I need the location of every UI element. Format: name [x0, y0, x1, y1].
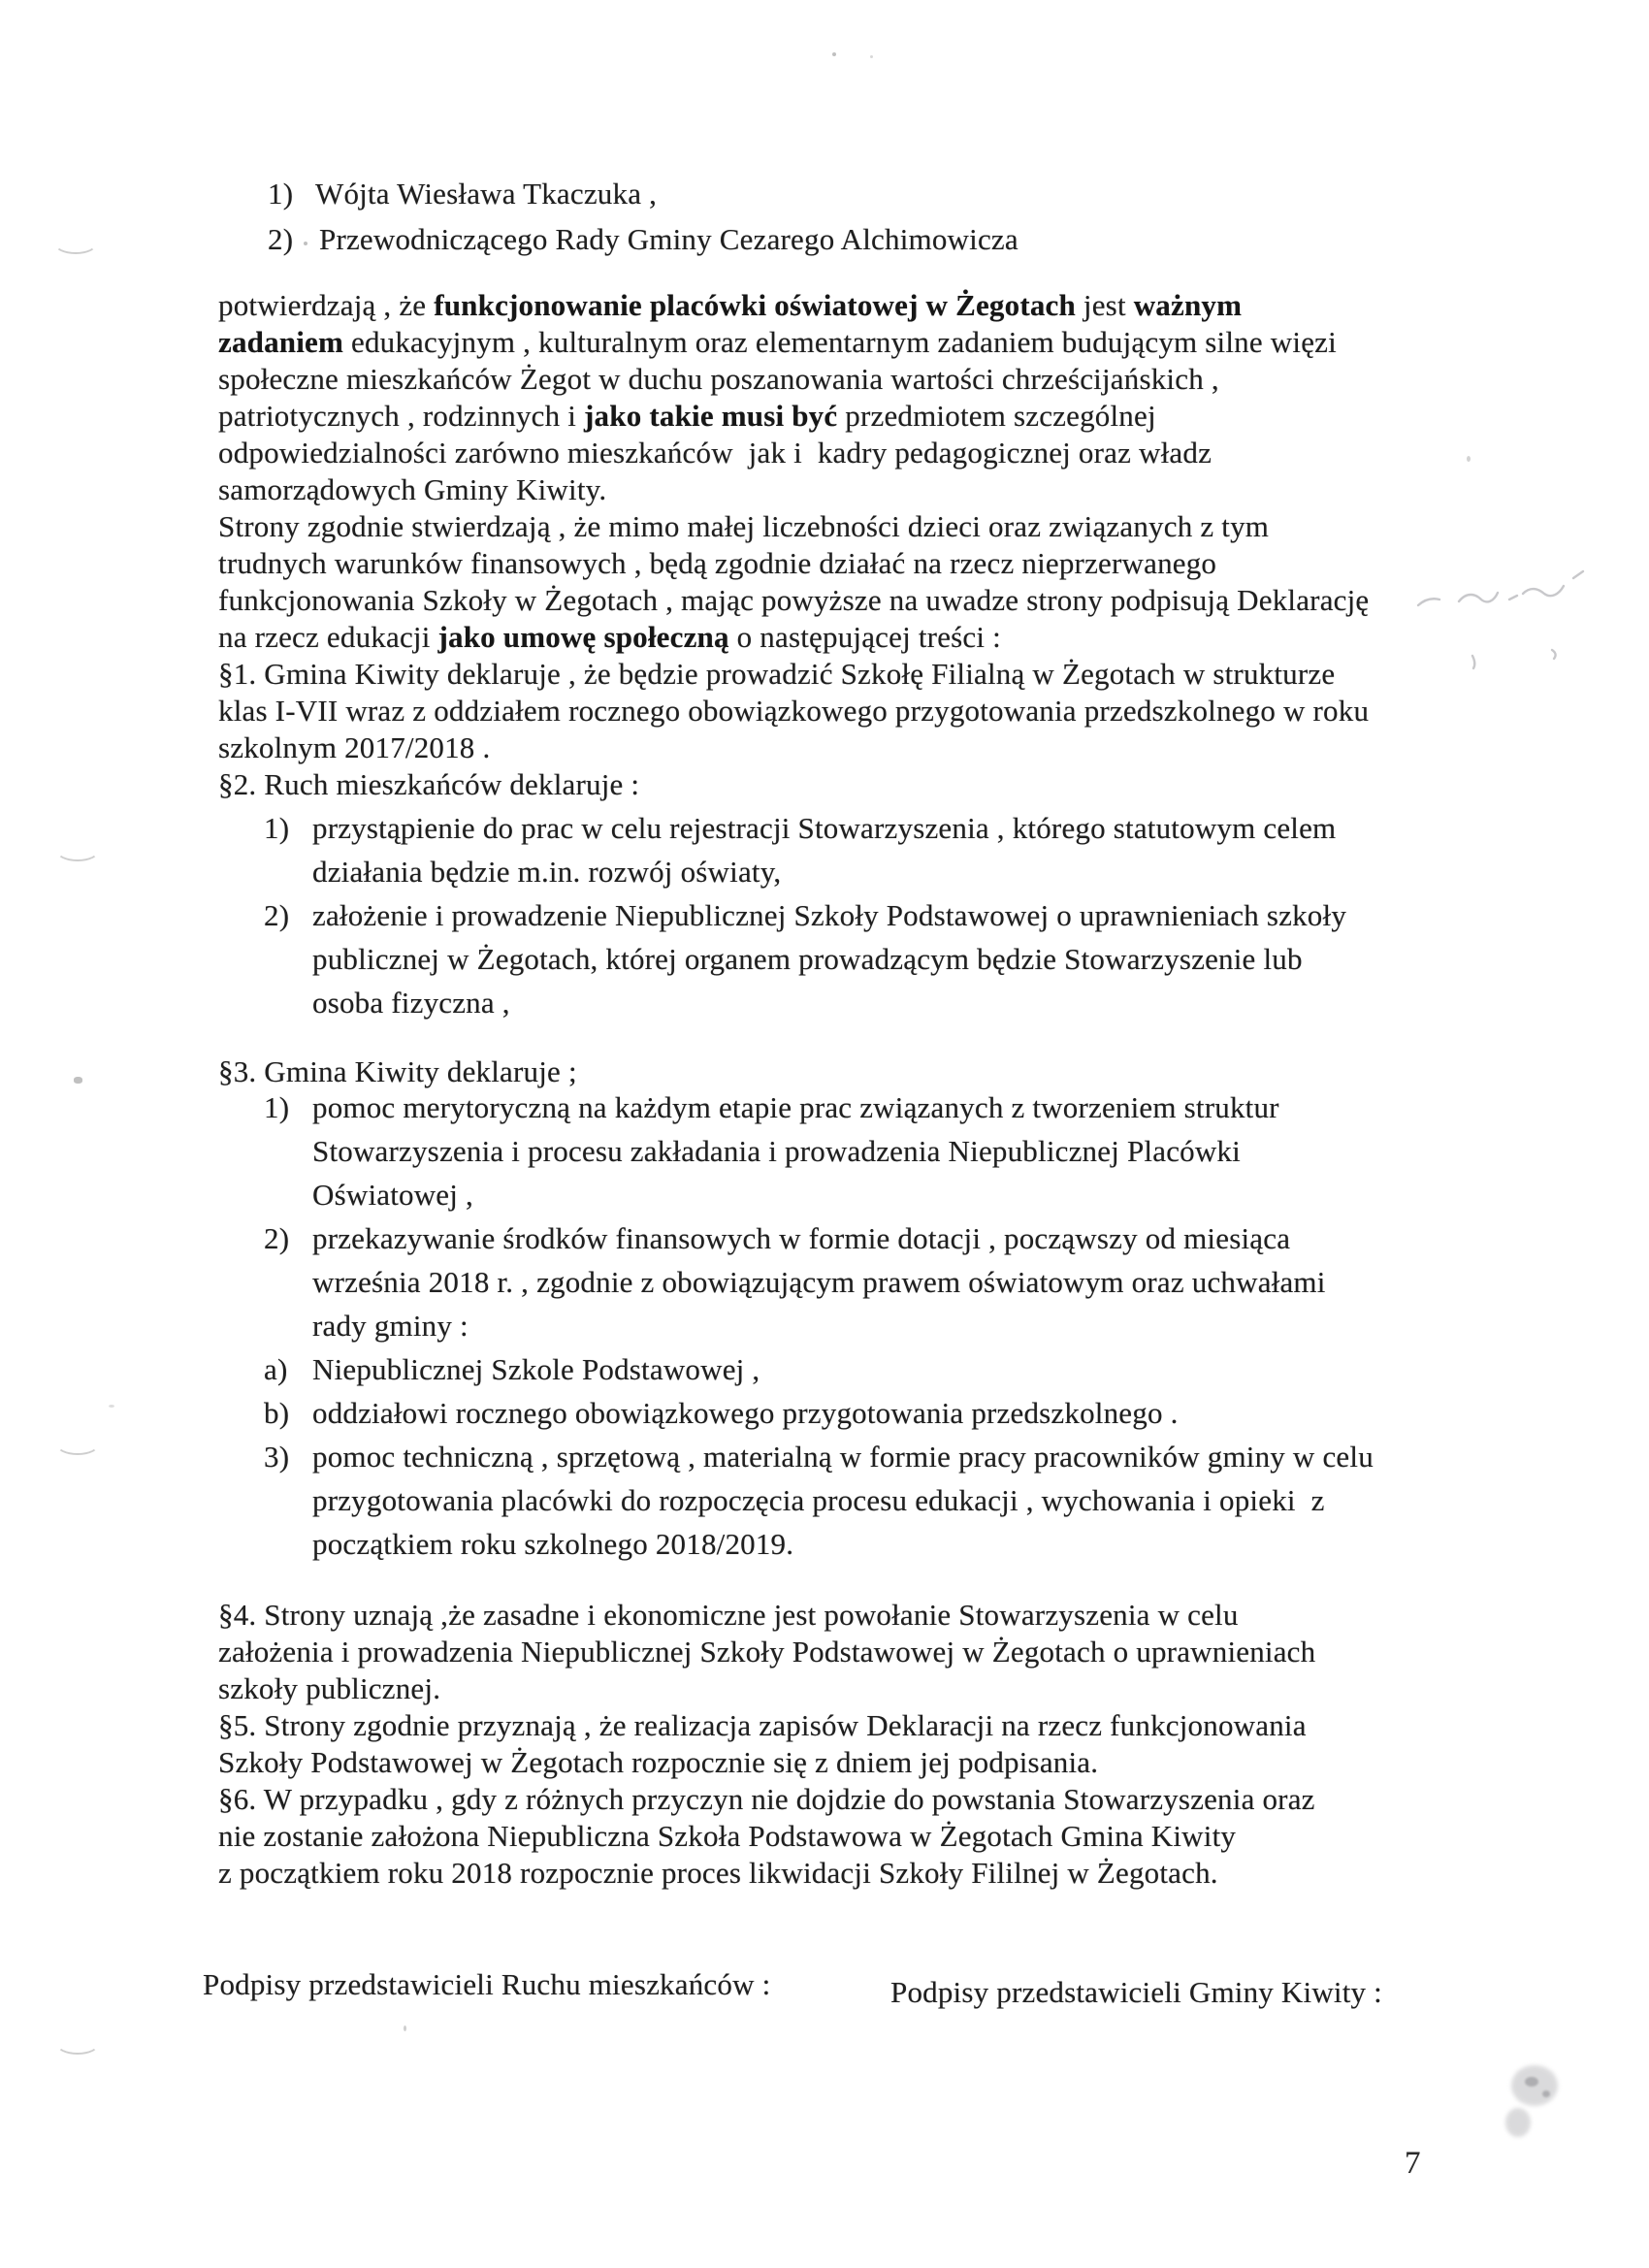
list-item-line: września 2018 r. , zgodnie z obowiązującym prawem oświatowym oraz uchwałami	[312, 1265, 1326, 1299]
signature-label-residents: Podpisy przedstawicieli Ruchu mieszkańców :	[203, 1967, 771, 2001]
text-line: funkcjonowania Szkoły w Żegotach , mając powyższe na uwadze strony podpisują Deklarację	[218, 583, 1370, 617]
scan-speck	[1467, 456, 1471, 462]
list-item-line: przygotowania placówki do rozpoczęcia procesu edukacji , wychowania i opieki z	[312, 1483, 1325, 1517]
list-item-line: b) oddziałowi rocznego obowiązkowego przygotowania przedszkolnego .	[264, 1396, 1179, 1430]
list-marker: 1)	[264, 811, 290, 845]
list-item-line: rady gminy :	[312, 1309, 469, 1343]
scan-speck	[404, 2025, 406, 2031]
section-6-line: nie zostanie założona Niepubliczna Szkoła Podstawowa w Żegotach Gmina Kiwity	[218, 1819, 1237, 1853]
list-item-line: Stowarzyszenia i procesu zakładania i prowadzenia Niepublicznej Placówki	[312, 1134, 1241, 1168]
section-4-line: założenia i prowadzenia Niepublicznej Szkoły Podstawowej w Żegotach o uprawnieniach	[218, 1635, 1316, 1669]
page-number: 7	[1405, 2146, 1421, 2181]
text-line: potwierdzają , że funkcjonowanie placówki oświatowej w Żegotach jest ważnym	[218, 288, 1243, 322]
pencil-scribble-artifact	[1408, 561, 1632, 672]
list-marker: 2)	[268, 222, 294, 256]
text-line: trudnych warunków finansowych , będą zgodnie działać na rzecz nieprzerwanego	[218, 546, 1217, 580]
list-item-line: a) Niepublicznej Szkole Podstawowej ,	[264, 1352, 760, 1386]
section-1-line: szkolnym 2017/2018 .	[218, 730, 491, 764]
scan-speck	[832, 52, 836, 56]
binding-mark-arc	[55, 1432, 100, 1455]
text-line: na rzecz edukacji jako umowę społeczną o następującej treści :	[218, 620, 1001, 654]
section-4-line: szkoły publicznej.	[218, 1671, 441, 1705]
list-marker: 3)	[264, 1440, 290, 1474]
list-item-line: 2) założenie i prowadzenie Niepublicznej Szkoły Podstawowej o uprawnieniach szkoły	[264, 898, 1347, 932]
text-line: Strony zgodnie stwierdzają , że mimo małej liczebności dzieci oraz związanych z tym	[218, 509, 1270, 543]
scan-smudge	[1504, 2061, 1573, 2154]
list-marker: 2)	[264, 1221, 290, 1255]
list-item-line: działania będzie m.in. rozwój oświaty,	[312, 855, 782, 889]
section-4-line: §4. Strony uznają ,że zasadne i ekonomiczne jest powołanie Stowarzyszenia w celu	[218, 1598, 1239, 1632]
list-item-line: początkiem roku szkolnego 2018/2019.	[312, 1527, 794, 1561]
list-item-line: 1) pomoc merytoryczną na każdym etapie prac związanych z tworzeniem struktur	[264, 1090, 1279, 1124]
list-marker: 1)	[268, 177, 294, 211]
intro-item: 1) Wójta Wiesława Tkaczuka ,	[268, 177, 658, 211]
scan-speck	[74, 1077, 82, 1084]
list-marker: 1)	[264, 1090, 290, 1124]
list-item-line: 1) przystąpienie do prac w celu rejestracji Stowarzyszenia , którego statutowym celem	[264, 811, 1337, 845]
section-5-line: Szkoły Podstawowej w Żegotach rozpocznie się z dniem jej podpisania.	[218, 1745, 1099, 1779]
scan-speck	[870, 55, 873, 58]
section-1-line: klas I-VII wraz z oddziałem rocznego obowiązkowego przygotowania przedszkolnego w roku	[218, 694, 1370, 728]
list-marker: a)	[264, 1352, 288, 1386]
section-6-line: z początkiem roku 2018 rozpocznie proces likwidacji Szkoły Fililnej w Żegotach.	[218, 1856, 1218, 1890]
text-line: odpowiedzialności zarówno mieszkańców jak i kadry pedagogicznej oraz władz	[218, 436, 1212, 470]
signature-label-gmina: Podpisy przedstawicieli Gminy Kiwity :	[890, 1975, 1382, 2009]
text-line: zadaniem edukacyjnym , kulturalnym oraz elementarnym zadaniem budującym silne więzi	[218, 325, 1337, 359]
section-5-line: §5. Strony zgodnie przyznają , że realizacja zapisów Deklaracji na rzecz funkcjonowania	[218, 1708, 1307, 1742]
section-6-line: §6. W przypadku , gdy z różnych przyczyn nie dojdzie do powstania Stowarzyszenia oraz	[218, 1782, 1315, 1816]
text-line: społeczne mieszkańców Żegot w duchu poszanowania wartości chrześcijańskich ,	[218, 362, 1219, 396]
text-line: samorządowych Gminy Kiwity.	[218, 472, 607, 506]
intro-item: 2) Przewodniczącego Rady Gminy Cezarego Alchimowicza	[268, 222, 1018, 256]
text-line: patriotycznych , rodzinnych i jako takie musi być przedmiotem szczególnej	[218, 399, 1156, 433]
binding-mark-arc	[55, 838, 100, 861]
list-item-line: osoba fizyczna ,	[312, 986, 510, 1020]
scan-speck	[109, 1405, 114, 1408]
binding-mark-arc	[53, 231, 98, 254]
list-marker: b)	[264, 1396, 290, 1430]
list-marker: 2)	[264, 898, 290, 932]
list-item-line: 2) przekazywanie środków finansowych w formie dotacji , począwszy od miesiąca	[264, 1221, 1291, 1255]
list-item-line: 3) pomoc techniczną , sprzętową , materialną w formie pracy pracowników gminy w celu	[264, 1440, 1374, 1474]
binding-mark-arc	[55, 2031, 100, 2055]
section-2-heading: §2. Ruch mieszkańców deklaruje :	[218, 767, 640, 801]
list-item-line: publicznej w Żegotach, której organem prowadzącym będzie Stowarzyszenie lub	[312, 942, 1303, 976]
section-3-heading: §3. Gmina Kiwity deklaruje ;	[218, 1054, 577, 1088]
list-item-line: Oświatowej ,	[312, 1178, 473, 1212]
scan-speck	[304, 242, 307, 245]
section-1-line: §1. Gmina Kiwity deklaruje , że będzie prowadzić Szkołę Filialną w Żegotach w strukturze	[218, 657, 1336, 691]
